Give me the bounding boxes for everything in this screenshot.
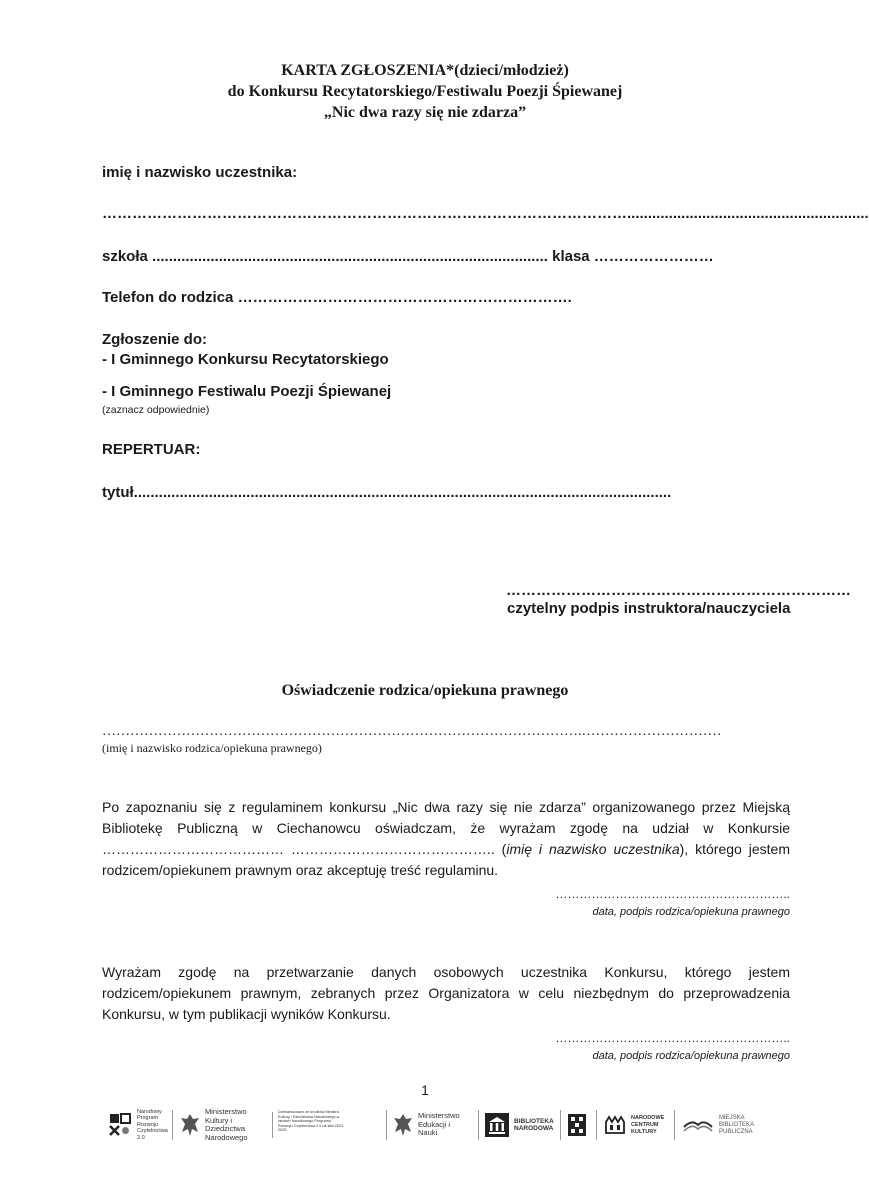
parent-signature-line-2[interactable]: ………………………………………………….. (555, 1031, 790, 1045)
footer-divider (674, 1110, 675, 1140)
npr-logo-text: Narodowy Program Rozwoju Czytelnictwa 2.0 (137, 1108, 168, 1141)
parent-signature-caption-1: data, podpis rodzica/opiekuna prawnego (592, 906, 790, 918)
school-class-field[interactable]: szkoła ............................................................................................... klasa …………………… (102, 248, 714, 265)
participant-name-hint: imię i nazwisko uczestnika (506, 841, 680, 857)
entry-option-recitation[interactable]: - I Gminnego Konkursu Recytatorskiego (102, 351, 389, 368)
instructor-signature-caption: czytelny podpis instruktora/nauczyciela (507, 600, 791, 617)
footer-divider (560, 1110, 561, 1140)
statement-title: Oświadczenie rodzica/opiekuna prawnego (281, 682, 569, 699)
footer-divider (386, 1110, 387, 1140)
nck-logo-title: NARODOWE CENTRUM KULTURY (631, 1114, 665, 1135)
mkidn-funding-note: Dofinansowano ze środków Ministra Kultury i Dziedzictwa Narodowego w ramach Narodowego Programu Rozwoju Czytelnictwa 2.0 na lata 2021-2025 (278, 1110, 345, 1133)
data-consent-line-1: Wyrażam zgodę na przetwarzanie danych osobowych uczestnika Konkursu, którego jestem (102, 964, 790, 980)
form-title-line1: KARTA ZGŁOSZENIA*(dzieci/młodzież) (281, 62, 569, 79)
consent-line-1: Po zapoznaniu się z regulaminem konkursu „Nic dwa razy się nie zdarza” organizowanego przez Miejską (102, 799, 790, 815)
consent-paragraph (102, 797, 790, 881)
eagle-emblem-icon (180, 1112, 200, 1138)
participant-name-label: imię i nazwisko uczestnika: (102, 164, 298, 181)
entry-option-song-festival[interactable]: - I Gminnego Festiwalu Poezji Śpiewanej (102, 383, 392, 400)
page-number: 1 (421, 1082, 429, 1098)
parent-signature-caption-2: data, podpis rodzica/opiekuna prawnego (592, 1050, 790, 1062)
parent-name-field[interactable]: ………………………………………………………………………………………….………………………… (102, 724, 722, 739)
npr-logo (108, 1108, 168, 1142)
mkidn-logo (180, 1108, 350, 1142)
consent-line-4: rodzicem/opiekunem prawnym oraz akceptuję treść regulaminu. (102, 862, 499, 878)
mbp-logo-title: MIEJSKA BIBLIOTEKA PUBLICZNA (719, 1114, 754, 1135)
open-book-icon (682, 1113, 714, 1137)
bn-logo (485, 1108, 553, 1142)
men-logo-title: Ministerstwo Edukacji i Nauki (418, 1111, 460, 1138)
data-consent-line-2: rodzicem/opiekunem prawnym, zebranych przez Organizatora w celu niezbędnym do przeprowadzenia (102, 985, 790, 1001)
parent-signature-line-1[interactable]: ………………………………………………….. (555, 887, 790, 901)
data-consent-line-3: Konkursu, w tym publikacji wyników Konkursu. (102, 1006, 391, 1022)
footer-divider (596, 1110, 597, 1140)
mkidn-logo-title: Ministerstwo Kultury i Dziedzictwa Narodowego (205, 1107, 248, 1142)
footer-divider (272, 1112, 273, 1138)
footer-divider (172, 1110, 173, 1140)
form-title-line3: „Nic dwa razy się nie zdarza” (323, 104, 527, 121)
entry-hint: (zaznacz odpowiednie) (102, 404, 210, 416)
parent-phone-field[interactable]: Telefon do rodzica …………………………………………………………. (102, 289, 572, 306)
parent-name-caption: (imię i nazwisko rodzica/opiekuna prawnego) (102, 741, 322, 755)
nck-logo (604, 1108, 670, 1142)
repertoire-label: REPERTUAR: (102, 441, 201, 458)
consent-line-3 (102, 839, 790, 860)
pattern-icon (568, 1114, 586, 1136)
participant-name-inline-field[interactable]: ………………………………… …………………………………….. ( (102, 841, 507, 857)
mbp-logo (682, 1108, 762, 1142)
footer-divider (478, 1110, 479, 1140)
eagle-emblem-icon (393, 1112, 413, 1138)
instructor-signature-line[interactable]: …………………………………………………………… (506, 582, 851, 599)
consent-line-3-tail: ), którego jestem (679, 841, 790, 857)
participant-name-field[interactable]: …………………………………………………………………………………………….......................................................... (102, 205, 869, 222)
nck-crown-icon (604, 1114, 626, 1136)
library-building-icon (485, 1113, 509, 1137)
form-title-line2: do Konkursu Recytatorskiego/Festiwalu Poezji Śpiewanej (227, 83, 623, 100)
data-consent-paragraph (102, 962, 790, 1025)
qr-pattern-logo (568, 1108, 588, 1142)
men-logo (393, 1108, 475, 1142)
entry-label: Zgłoszenie do: (102, 331, 207, 348)
npr-icon (108, 1111, 132, 1139)
consent-line-2: Bibliotekę Publiczną w Ciechanowcu oświadczam, że wyrażam zgodę na udział w Konkursie (102, 820, 790, 836)
repertoire-title-field[interactable]: tytuł................................................................................................................................. (102, 484, 672, 501)
bn-logo-title: BIBLIOTEKA NARODOWA (514, 1117, 554, 1132)
